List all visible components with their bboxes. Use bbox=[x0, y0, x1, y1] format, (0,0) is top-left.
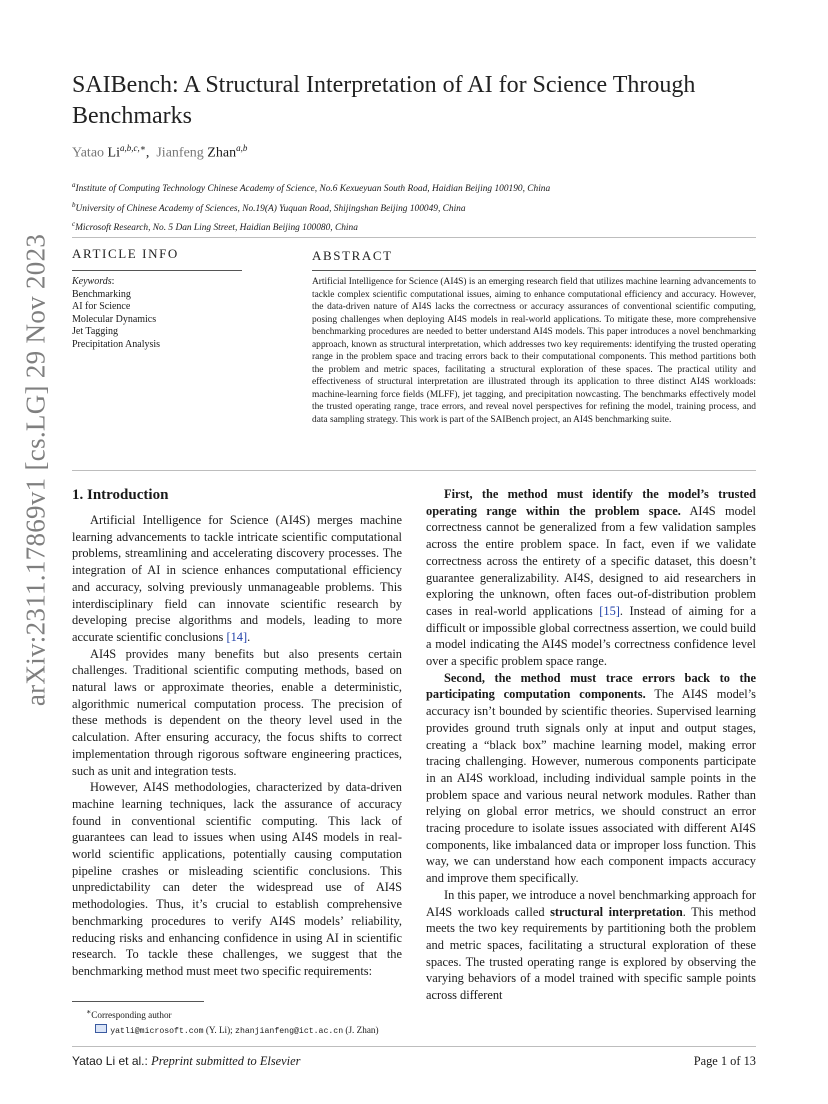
affiliation-line: $^b$University of Chinese Academy of Sciences, No.19(A) Yuquan Road, Shijingshan Beijing 100049, China bbox=[72, 200, 466, 214]
author-surname: Li bbox=[107, 145, 120, 161]
paragraph: First, the method must identify the model’s trusted operating range within the problem space. AI4S model correctness cannot be generalized from a few validation samples across the entire problem space. In fact, even if we validate correctness across the entirety of a specific dataset, this doesn’t guarantee generalizability. AI4S, designed to aid researchers in exploring the unknown, often faces out-of-distribution problem cases in real-world applications [15]. Instead of aiming for a difficult or impossible global correctness assertion, we could build a model indicating the AI4S model’s correctness confidence level over a specific problem space range. bbox=[426, 487, 756, 669]
author-surname: Zhan bbox=[207, 145, 237, 161]
divider bbox=[72, 237, 756, 238]
keyword-item: Precipitation Analysis bbox=[72, 338, 161, 350]
article-info-heading: ARTICLE INFO bbox=[72, 246, 179, 261]
keyword-item: Jet Tagging bbox=[72, 326, 119, 338]
paragraph: However, AI4S methodologies, characterized by data-driven machine learning techniques, lack the assurance of accuracy found in conventional scientific computing. This lack of guarantees can lead to issues when using AI4S models in real-world scientific applications, potentially causing computation pipeline crashes or misleading scientific conclusions. This unpredictability can deter the widespread use of AI4S methodologies. Thus, it’s crucial to establish comprehensive benchmarking procedures to verify AI4S models’ reliability, reducing risks and enhancing confidence in using AI in scientific research. To tackle these challenges, we suggest that the benchmarking method must meet two specific requirements: bbox=[72, 780, 402, 978]
arxiv-identifier: arXiv:2311.17869v1 [cs.LG] 29 Nov 2023 bbox=[20, 233, 51, 707]
divider bbox=[72, 470, 756, 471]
divider bbox=[72, 270, 242, 271]
paper-title: SAIBench: A Structural Interpretation of AI for Science Through Benchmarks bbox=[72, 72, 696, 129]
running-footer: Yatao Li et al.: Preprint submitted to Elsevier bbox=[72, 1054, 301, 1068]
envelope-icon bbox=[95, 1024, 107, 1033]
section-heading: 1. Introduction bbox=[72, 487, 169, 503]
affiliation-line: $^a$Institute of Computing Technology Chinese Academy of Science, No.6 Kexueyuan South Road, Haidian Beijing 100190, China bbox=[72, 181, 551, 195]
body-column-right bbox=[426, 486, 756, 1004]
paragraph: AI4S provides many benefits but also presents certain challenges. Traditional scientific computing methods, based on natural laws or approximate theories, enable a deterministic, algorithmic numerical computation process. The precision of these methods is dependent on the theory level used in the calculation. After ensuring accuracy, the focus shifts to correct implementation through rigorous software engineering practices, such as unit and integration tests. bbox=[72, 646, 402, 778]
divider bbox=[312, 270, 756, 271]
abstract-heading: ABSTRACT bbox=[312, 248, 393, 263]
paragraph: Artificial Intelligence for Science (AI4S) merges machine learning advancements to tackle intricate scientific computational problems, streamlining and accelerating discovery processes. The integration of AI in science enhances computational efficiency and accuracy, solving previously unmanageable problems. This interdisciplinary field can innovate scientific research by developing precise algorithms and models, leading to more accurate scientific conclusions [14]. bbox=[72, 513, 402, 644]
citation-link[interactable]: [15] bbox=[599, 603, 620, 618]
author-given-name: Jianfeng bbox=[156, 145, 204, 161]
citation-link[interactable]: [14] bbox=[226, 629, 248, 644]
author-list: Yatao $Li^{a,b,c,∗}$, Jianfeng Zhan$^{a,b}$ bbox=[72, 143, 248, 161]
affiliation-line: $^c$Microsoft Research, No. 5 Dan Ling Street, Haidian Beijing 100080, China bbox=[72, 220, 358, 234]
paragraph: In this paper, we introduce a novel benchmarking approach for AI4S workloads called structural interpretation. This method meets the two key requirements by partitioning both the problem and metric spaces, facilitating a structural exploration of these spaces. The trusted operating range is explored by observing the varying behaviors of a model trained with specific sample points across different bbox=[426, 887, 756, 1003]
keyword-item: Molecular Dynamics bbox=[72, 313, 157, 325]
paragraph: Second, the method must trace errors back to the participating computation components. The AI4S model’s accuracy isn’t bounded by scientific theories. Supervised learning provides ground truth signals only at input and output stages, creating a “black box” machine learning model, making error tracing challenging. However, numerous components participate in an AI4S workload, including individual sample points in the problem space and various neural network modules. Rather than relying on global error metrics, we should construct an error tracing procedure to isolate issues associated with different AI4S components, like imbalanced data or improper loss function. This way, we can understand how each component impacts accuracy and improve them specifically. bbox=[426, 670, 756, 886]
body-column-left bbox=[72, 512, 402, 980]
email-link[interactable]: zhanjianfeng@ict.ac.cn bbox=[235, 1026, 344, 1036]
author-affil-marks: a,b,c,∗ bbox=[119, 143, 146, 153]
keyword-item: AI for Science bbox=[72, 301, 131, 313]
divider bbox=[72, 1046, 756, 1047]
abstract-text: Artificial Intelligence for Science (AI4S) is an emerging research field that utilizes machine learning advancements to tackle complex scientific computational issues, aiming to enhance computational efficiency and accuracy. However, the data-driven nature of AI4S lacks the correctness or accuracy assurances of conventional scientific computing, posing challenges when deploying AI4S models in real-world applications. To mitigate these, more comprehensive benchmarking procedures are needed to better understand AI4S models. This paper introduces a novel benchmarking approach, known as structural interpretation, which addresses two key requirements: identifying the trusted operating range in the problem space and tracing errors back to their computational components. This method partitions both the problem and metric spaces, facilitating a structural exploration of these spaces. The practical utility and effectiveness of structural interpretation are illustrated through its application to three distinct AI4S workloads: machine-learning force fields (MLFF), jet tagging, and precipitation nowcasting. The benchmarks effectively model the trusted operating range, trace errors, and reveal novel perspectives for refining the model, training process, and data sampling strategy. This work is part of the SAIBench project, an AI4S benchmarking suite. bbox=[312, 277, 756, 425]
footnote bbox=[86, 1005, 416, 1039]
keywords-label: Keywords: bbox=[72, 276, 115, 287]
corresponding-author-note: ∗Corresponding author bbox=[86, 1007, 172, 1021]
footnote-rule bbox=[72, 1001, 204, 1002]
author-given-name: Yatao bbox=[72, 145, 105, 161]
arxiv-side-stamp bbox=[0, 0, 60, 1104]
email-line: yatli@microsoft.com (Y. Li); zhanjianfeng@ict.ac.cn (J. Zhan) bbox=[86, 1023, 416, 1040]
author-affil-marks: a,b bbox=[236, 143, 248, 153]
keywords-list bbox=[72, 276, 242, 352]
keyword-item: Benchmarking bbox=[72, 288, 131, 300]
email-link[interactable]: yatli@microsoft.com bbox=[110, 1026, 204, 1036]
affiliations bbox=[72, 178, 772, 237]
page-number: Page 1 of 13 bbox=[693, 1054, 756, 1068]
